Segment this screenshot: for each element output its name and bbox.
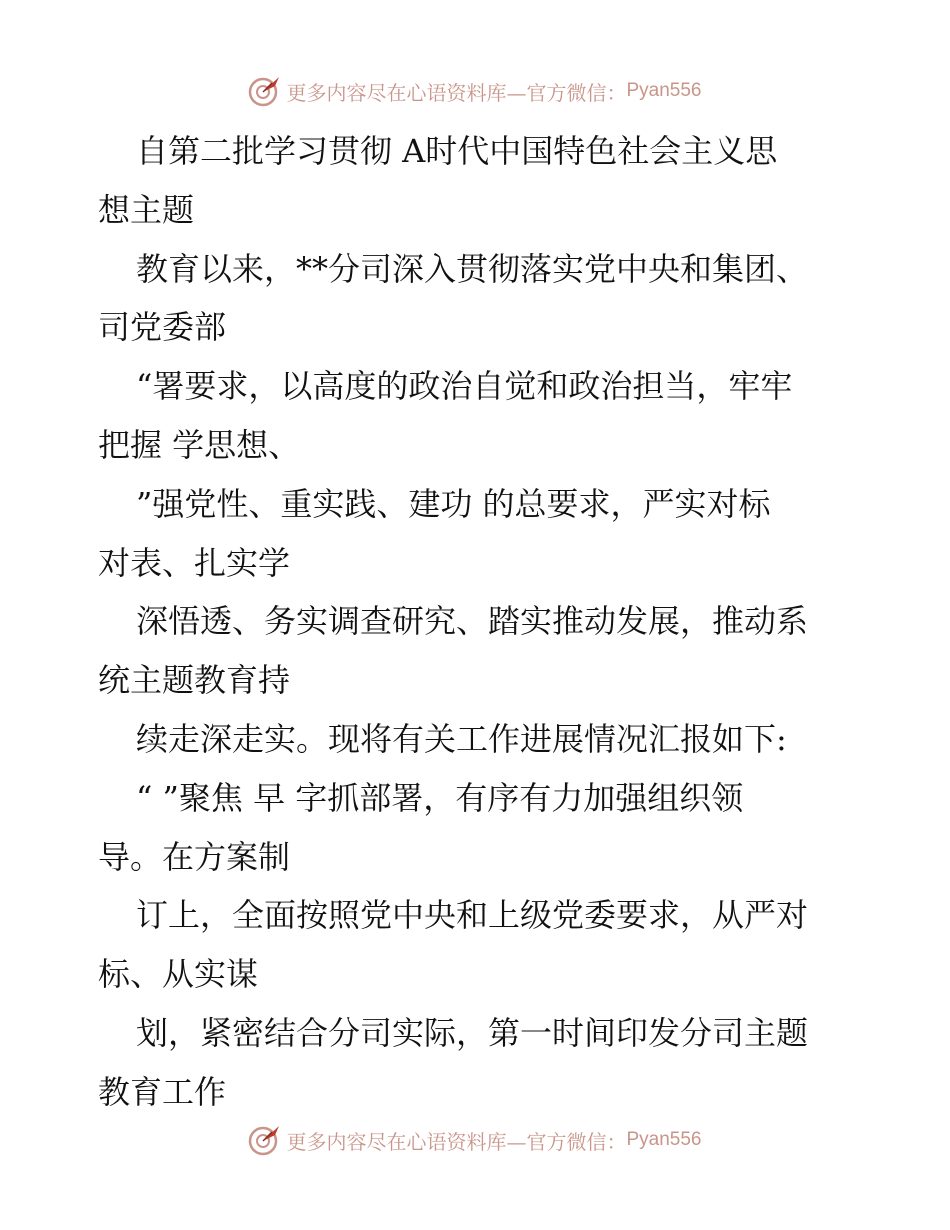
text-line: ”强党性、重实践、建功 的总要求，严实对标 [136,484,771,523]
header-watermark-banner [0,71,950,111]
text-line: 司党委部 [98,308,227,347]
text-line: 教育工作 [98,1072,227,1111]
footer-watermark-banner [0,1120,950,1160]
document-body [98,122,858,1122]
text-line: 订上，全面按照党中央和上级党委要求，从严对 [136,896,809,935]
text-line: 想主题 [98,190,195,229]
text-line: 对表、扎实学 [98,543,291,582]
text-line: 续走深走实。现将有关工作进展情况汇报如下: [136,719,787,758]
quill-pen-logo-icon [248,74,282,108]
watermark-brand-text: 更多内容尽在心语资料库—官方微信： [286,1129,627,1154]
text-line: 把握 学思想、 [98,425,301,464]
text-line: 导。在方案制 [98,837,291,876]
text-line: 标、从实谋 [98,955,259,994]
text-line: 自第二批学习贯彻 A时代中国特色社会主义思 [136,132,778,170]
text-line: 深悟透、务实调查研究、踏实推动发展，推动系 [136,602,809,641]
text-line: “ ”聚焦 早 字抓部署，有序有力加强组织领 [136,778,744,817]
text-line: “署要求，以高度的政治自觉和政治担当，牢牢 [136,367,793,406]
watermark-account-id: Pyan556 [626,1129,702,1150]
quill-pen-logo-icon [248,1123,282,1157]
text-line: 教育以来，**分司深入贯彻落实党中央和集团、 [136,249,809,288]
text-line: 划，紧密结合分司实际，第一时间印发分司主题 [136,1013,809,1052]
text-line: 统主题教育持 [98,661,291,700]
watermark-brand-text: 更多内容尽在心语资料库—官方微信： [286,80,627,105]
watermark-account-id: Pyan556 [626,80,702,101]
